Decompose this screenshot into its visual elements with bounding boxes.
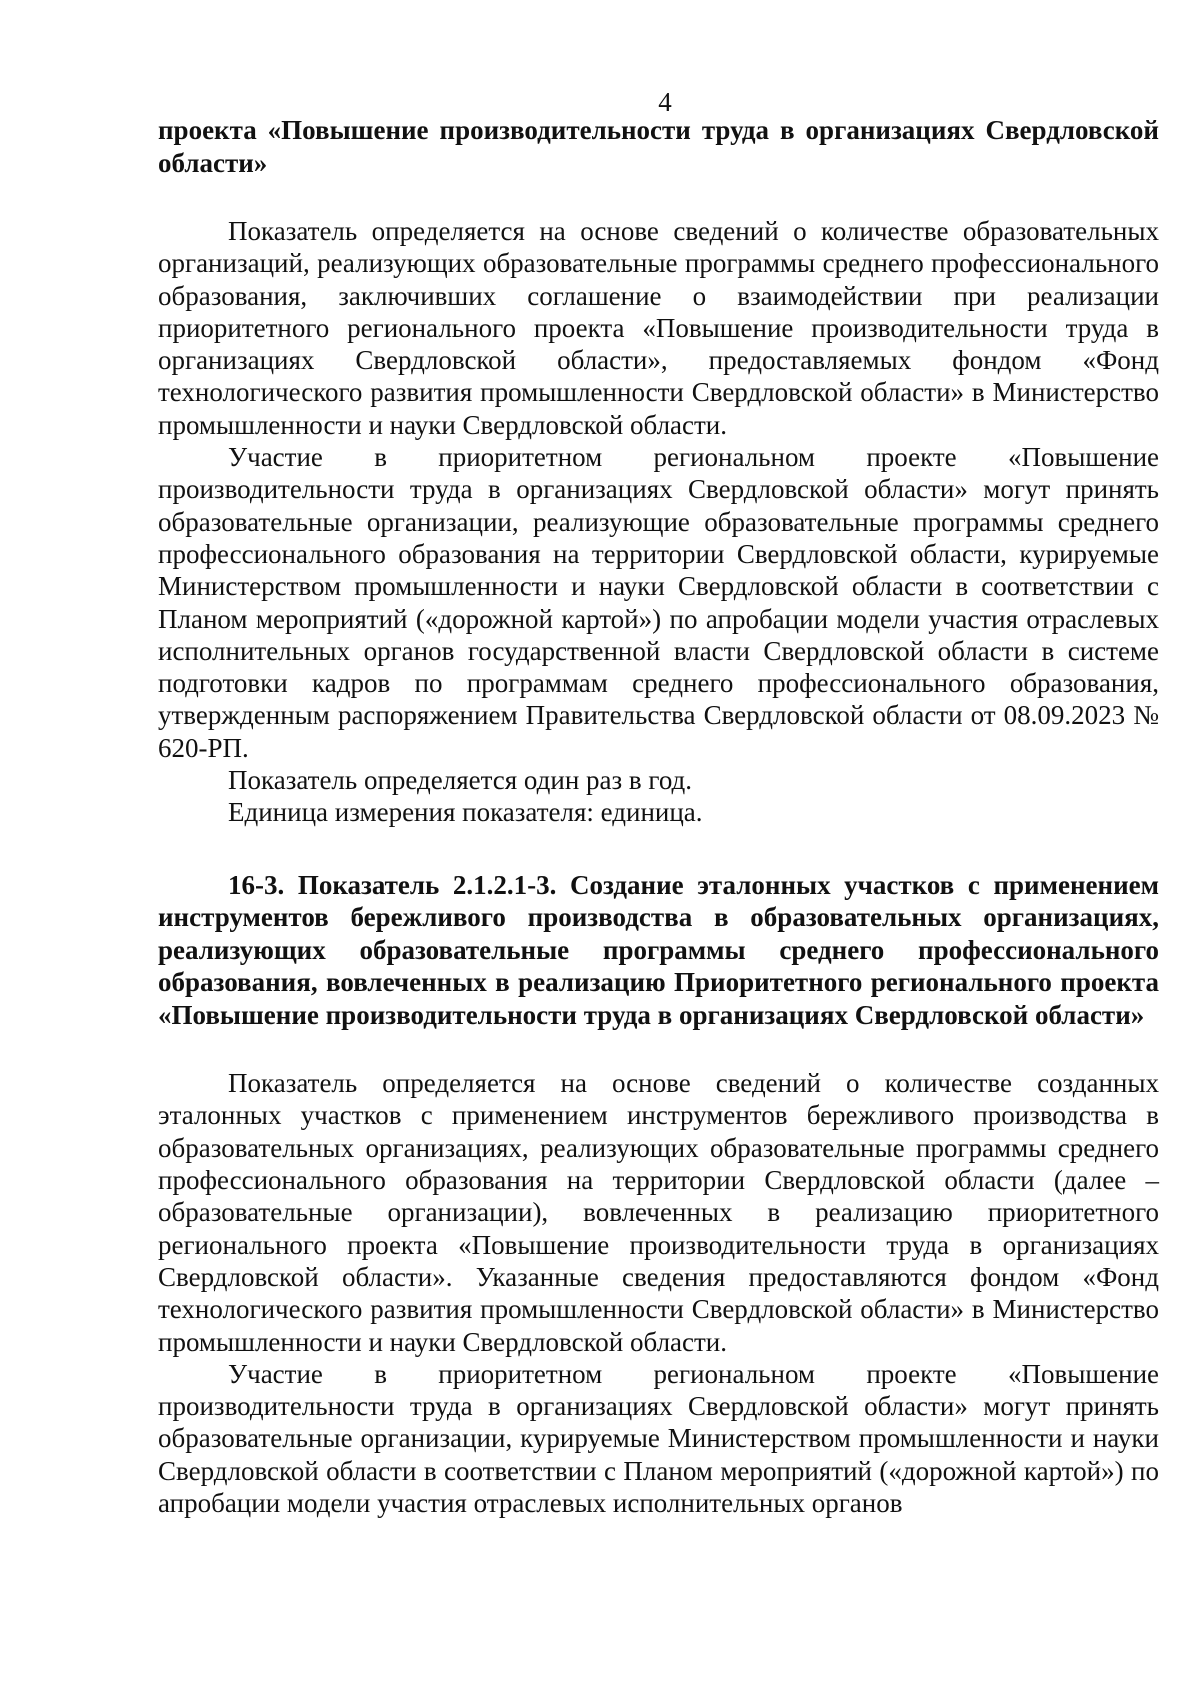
paragraph: Показатель определяется один раз в год. bbox=[228, 765, 693, 796]
heading-continuation: проекта «Повышение производительности труда в организациях Свердловской области» bbox=[158, 115, 1159, 178]
section-heading: 16-3. Показатель 2.1.2.1-3. Создание эталонных участков с применением инструментов бережливого производства в образовательных организациях, реализующих образовательные программы среднего профессионального образования, вовлеченных в реализацию Приоритетного регионального проекта «Повышение производительности труда в организациях Свердловской области» bbox=[158, 869, 1159, 1030]
paragraph: Участие в приоритетном региональном проекте «Повышение производительности труда в организациях Свердловской области» могут принять образовательные организации, реализующие образовательные программы среднего профессионального образования на территории Свердловской области, курируемые Министерством промышленности и науки Свердловской области в соответствии с Планом мероприятий («дорожной картой») по апробации модели участия отраслевых исполнительных органов государственной власти Свердловской области в системе подготовки кадров по программам среднего профессионального образования, утвержденным распоряжением Правительства Свердловской области от 08.09.2023 № 620-РП. bbox=[158, 442, 1159, 763]
paragraph: Участие в приоритетном региональном проекте «Повышение производительности труда в организациях Свердловской области» могут принять образовательные организации, курируемые Министерством промышленности и науки Свердловской области в соответствии с Планом мероприятий («дорожной картой») по апробации модели участия отраслевых исполнительных органов bbox=[158, 1358, 1159, 1518]
paragraph: Показатель определяется на основе сведений о количестве образовательных организаций, реализующих образовательные программы среднего профессионального образования, заключивших соглашение о взаимодействии при реализации приоритетного регионального проекта «Повышение производительности труда в организациях Свердловской области», предоставляемых фондом «Фонд технологического развития промышленности Свердловской области» в Министерство промышленности и науки Свердловской области. bbox=[158, 216, 1159, 440]
document-body bbox=[158, 114, 1159, 1519]
section-2 bbox=[158, 869, 1159, 1520]
section-2-body bbox=[158, 1067, 1159, 1519]
page-number: 4 bbox=[658, 87, 672, 117]
paragraph: Единица измерения показателя: единица. bbox=[228, 797, 703, 828]
paragraph: Показатель определяется на основе сведений о количестве созданных эталонных участков с применением инструментов бережливого производства в образовательных организациях, реализующих образовательные программы среднего профессионального образования на территории Свердловской области (далее – образовательные организации), вовлеченных в реализацию приоритетного регионального проекта «Повышение производительности труда в организациях Свердловской области». Указанные сведения предоставляются фондом «Фонд технологического развития промышленности Свердловской области» в Министерство промышленности и науки Свердловской области. bbox=[158, 1068, 1159, 1357]
section-1 bbox=[158, 215, 1159, 829]
